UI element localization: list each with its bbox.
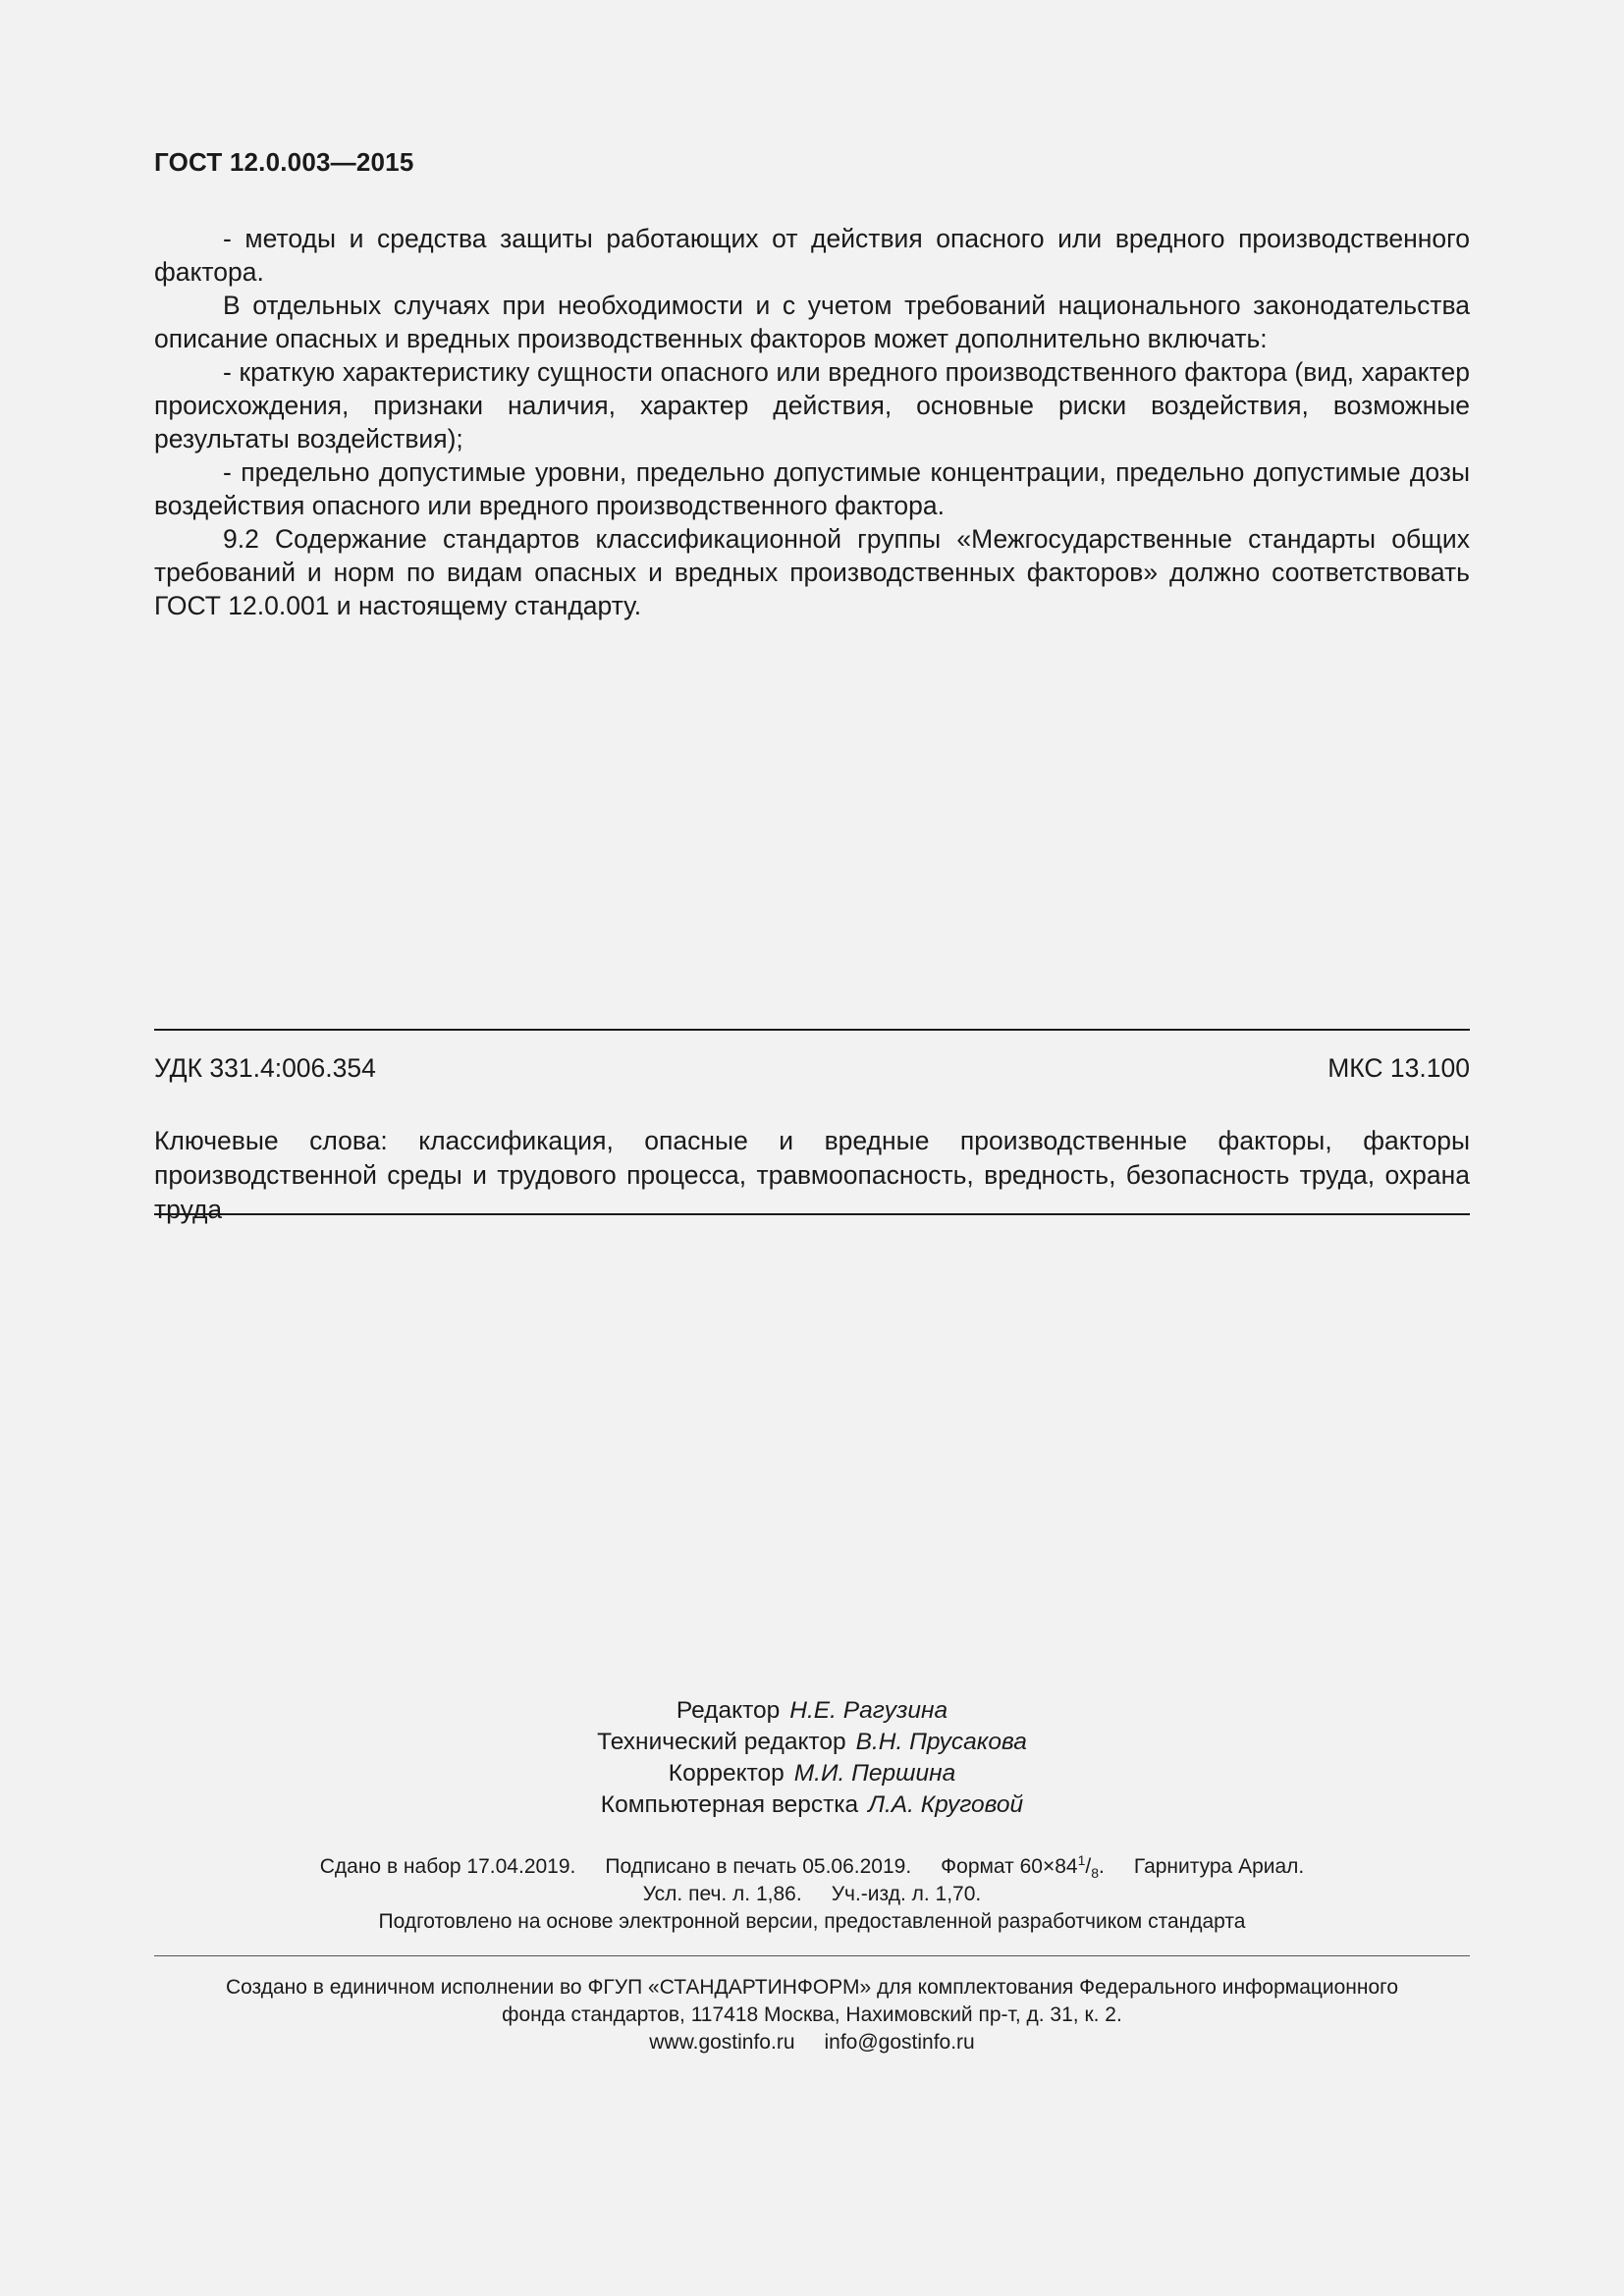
paragraph: - методы и средства защиты работающих от действия опасного или вредного производственного фактора.: [154, 224, 1470, 287]
footer-line: Создано в единичном исполнении во ФГУП «СТАНДАРТИНФОРМ» для комплектования Федерального информационного: [225, 1976, 1399, 1999]
print-info-line: [154, 1881, 1470, 1908]
mks-code: МКС 13.100: [1327, 1053, 1470, 1083]
credit-line: [154, 1789, 1470, 1821]
credits-block: [154, 1695, 1470, 1821]
footer-contacts: [154, 2029, 1470, 2056]
print-info: [154, 1853, 1470, 1936]
typeset-date: Сдано в набор 17.04.2019.: [319, 1855, 576, 1878]
format: Формат $60\times 84^1/_8$.: [941, 1852, 1105, 1881]
paragraph: 9.2 Содержание стандартов классификационной группы «Межгосударственные стандарты общих требований и норм по видам опасных и вредных производственных факторов» должно соответствовать ГОСТ 12.0.001 и настоящему стандарту.: [154, 524, 1470, 620]
publisher-footer: [154, 1974, 1470, 2056]
credit-name: М.И. Першина: [793, 1760, 956, 1787]
credit-name: В.Н. Прусакова: [855, 1729, 1027, 1755]
credit-line: [154, 1727, 1470, 1758]
email-link[interactable]: info@gostinfo.ru: [824, 2031, 975, 2054]
signed-date: Подписано в печать 05.06.2019.: [605, 1855, 912, 1878]
credit-name: Л.А. Круговой: [868, 1791, 1024, 1818]
keywords: Ключевые слова: классификация, опасные и вредные производственные факторы, факторы производственной среды и трудового процесса, травмоопасность, вредность, безопасность труда, охрана труда: [154, 1126, 1470, 1224]
credit-line: [154, 1758, 1470, 1789]
paragraph: - предельно допустимые уровни, предельно допустимые концентрации, предельно допустимые дозы воздействия опасного или вредного производственного фактора.: [154, 457, 1470, 520]
classification-row: [154, 1053, 1470, 1084]
standard-code-header: ГОСТ 12.0.003—2015: [154, 147, 414, 177]
udk-code: УДК 331.4:006.354: [154, 1053, 376, 1083]
credit-line: [154, 1695, 1470, 1727]
top-divider: [154, 1029, 1470, 1031]
body-text: [154, 222, 1470, 622]
credit-role: Технический редактор: [597, 1729, 846, 1755]
print-info-line: [154, 1853, 1470, 1881]
prepared-note: Подготовлено на основе электронной версии, предоставленной разработчиком стандарта: [378, 1910, 1246, 1933]
document-page: [154, 0, 1470, 2296]
footer-divider: [154, 1955, 1470, 1956]
footer-line: фонда стандартов, 117418 Москва, Нахимовский пр-т, д. 31, к. 2.: [502, 2003, 1122, 2026]
credit-name: Н.Е. Рагузина: [789, 1697, 948, 1724]
print-sheets: Усл. печ. л. 1,86.: [642, 1883, 802, 1905]
credit-role: Корректор: [668, 1760, 785, 1787]
credit-role: Редактор: [676, 1697, 781, 1724]
paragraph: В отдельных случаях при необходимости и с учетом требований национального законодательства описание опасных и вредных производственных факторов может дополнительно включать:: [154, 291, 1470, 353]
paragraph: - краткую характеристику сущности опасного или вредного производственного фактора (вид, характер происхождения, признаки наличия, характер действия, основные риски воздействия, возможные результаты воздействия);: [154, 357, 1470, 454]
typeface: Гарнитура Ариал.: [1133, 1855, 1305, 1878]
edit-sheets: Уч.-изд. л. 1,70.: [831, 1883, 982, 1905]
website-link[interactable]: www.gostinfo.ru: [649, 2031, 795, 2054]
bottom-divider: [154, 1213, 1470, 1215]
credit-role: Компьютерная верстка: [600, 1791, 859, 1818]
